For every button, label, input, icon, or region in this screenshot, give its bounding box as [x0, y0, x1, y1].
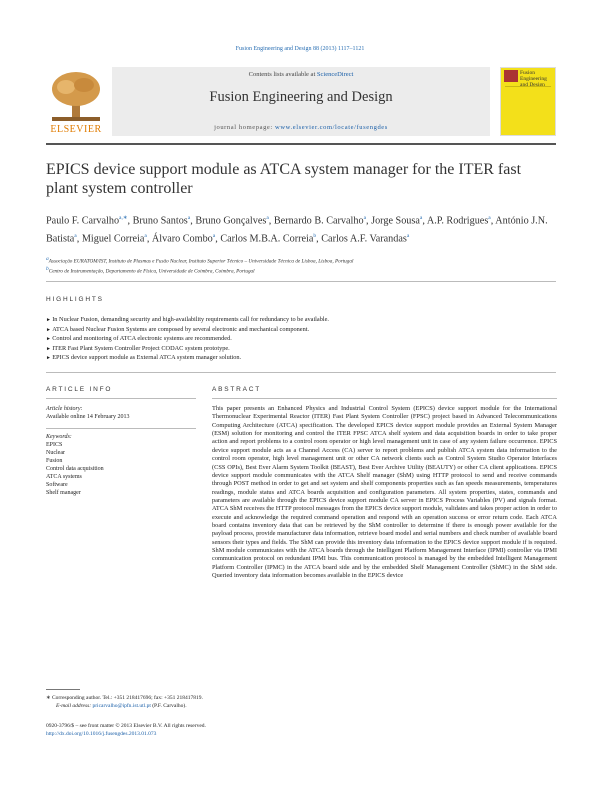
bullet-arrow-icon: ►	[46, 356, 53, 361]
highlight-text: ITER Fast Plant System Controller Project CODAC system prototype.	[52, 344, 230, 352]
abstract-heading: ABSTRACT	[212, 386, 262, 393]
author-separator: ,	[268, 215, 274, 227]
highlights-list	[46, 316, 556, 364]
contents-line: Contents lists available at ScienceDirect	[248, 71, 354, 78]
highlights-heading: HIGHLIGHTS	[46, 296, 104, 303]
author-name: Bruno Santos	[132, 215, 188, 227]
article-info-heading: ARTICLE INFO	[46, 386, 113, 393]
affiliation-marker: a	[46, 256, 49, 262]
author-separator: ,	[490, 215, 496, 227]
author-separator: ,	[146, 233, 152, 245]
author-affiliation-marker[interactable]: a	[419, 215, 423, 221]
doi-link[interactable]: http://dx.doi.org/10.1016/j.fusengdes.2013.01.073	[46, 731, 157, 737]
article-history	[46, 405, 196, 421]
journal-cover-image	[500, 67, 556, 136]
journal-masthead	[46, 67, 556, 140]
author-name: A.P. Rodrigues	[426, 215, 489, 227]
tree-logo-icon	[46, 67, 106, 123]
bullet-arrow-icon: ►	[46, 327, 53, 333]
highlight-item	[46, 345, 556, 355]
keyword-item: ATCA systems	[46, 474, 82, 480]
identifiers	[46, 722, 446, 738]
keywords-list	[46, 441, 196, 497]
author-name: Paulo F. Carvalho	[46, 215, 120, 227]
highlight-item	[46, 354, 556, 364]
affiliation-marker: b	[46, 266, 49, 273]
journal-citation[interactable]: Fusion Engineering and Design 88 (2013) 1117–1121	[235, 46, 365, 52]
history-label: Article history:	[46, 406, 83, 412]
info-divider	[46, 398, 196, 399]
journal-title: Fusion Engineering and Design	[209, 89, 393, 105]
cover-emblem-icon	[504, 70, 518, 82]
cover-title-line: and Design	[520, 82, 545, 88]
journal-homepage: journal homepage: www.elsevier.com/locate/fusengdes	[214, 124, 388, 131]
author-affiliation-marker[interactable]: a	[406, 232, 410, 239]
homepage-link[interactable]: www.elsevier.com/locate/fusengdes	[275, 124, 388, 131]
author-name: Carlos A.F. Varandas	[321, 233, 407, 245]
section-divider	[46, 372, 556, 373]
author-separator: ,	[366, 215, 372, 227]
publisher-name: ELSEVIER	[50, 124, 102, 135]
author-name: Carlos M.B.A. Correia	[220, 233, 314, 245]
keyword-item: EPICS	[46, 442, 63, 448]
info-divider	[46, 428, 196, 429]
highlight-text: ATCA based Nuclear Fusion Systems are composed by several electronic and mechanical component.	[52, 325, 310, 333]
article-title: EPICS device support module as ATCA system manager for the ITER fast plant system controller	[46, 161, 522, 197]
author-name: Bernardo B. Carvalho	[273, 215, 364, 227]
masthead-divider	[46, 143, 556, 145]
sciencedirect-link[interactable]: ScienceDirect	[316, 71, 354, 78]
email-link[interactable]: pricarvalho@ipfn.ist.utl.pt	[92, 703, 151, 709]
highlight-text: In Nuclear Fusion, demanding security and high-availability requirements call for redundancy to be available.	[52, 316, 329, 323]
author-separator: ,	[190, 215, 196, 227]
keyword-item: Nuclear	[46, 450, 65, 456]
keyword-item: Control data acquisition	[46, 466, 104, 472]
author-affiliation-marker[interactable]: a	[144, 232, 147, 239]
author-affiliation-marker[interactable]: a	[74, 232, 77, 239]
history-value: Available online 14 February 2013	[46, 414, 130, 420]
author-affiliation-marker[interactable]: a	[488, 215, 491, 221]
author-name: Miguel Correia	[81, 233, 145, 245]
footnote-rule	[46, 689, 80, 690]
author-affiliation-marker[interactable]: a	[266, 215, 269, 221]
footnote	[46, 694, 446, 710]
author-list	[46, 211, 556, 247]
author-affiliation-marker[interactable]: a	[363, 215, 367, 221]
affiliation-line	[46, 266, 556, 276]
abstract-text: This paper presents an Enhanced Physics and Industrial Control System (EPICS) device support module for the International Thermonuclear Experimental Reactor (ITER) Fast Plant System Controller (FPSC) project based in Advanced Telecommunications Computing Architecture (ATCA) specification. The developed EPICS device support module provides an External System Manager (ESM) solution for monitoring and control the ITER FPSC ATCA shelf system and data acquisition boards in order to take proper action and report problems to a control room operator or high level management unit in case of any system failure occurrence. EPICS device support module acts as a Channel Access (CA) server to report problems and publish ATCA system data information to the control room operator, high level management unit or other CA network clients such as Control System Studio Operator Interfaces (CSS OPIs), Best Ever Alarm System Toolkit (BEAST), Best Ever Archive Utility (BEAUTY) or other CA client applications. EPICS device support module communicates with the ATCA Shelf manager (ShM) using HTTP protocol to send and receive commands through POST method in order to get and set system and shelf components properties such as fan speeds measurements, temperatures readings, module status and ATCA boards acquisition and configuration parameters. All system properties, states, commands and parameters are available through the EPICS device support module CA server in EPICS Process Variables (PV) and signals format. ATCA ShM receives the HTTP protocol messages from the EPICS device support module, validates and takes proper action in order to execute and acknowledge the required command operation and respond with an operation success or error return code. Each ATCA board contains inventory data that can be retrieved by the ShM controller to determine if there is enough power available for the payload process, provide manufacturer data information, retrieve board model and serial numbers and check number of available board sensors their types and fields. The ShM can provide this inventory data information to the EPICS device support module if is required. ShM module communicates with the ATCA boards through the Intelligent Platform Management Interface (IPMI) controller via IPMI communication protocol on redundant IPMI bus. This communication protocol is managed by the embedded Intelligent Management Platform Controller (IPMC) in the ATCA board side and by the embedded Shelf Management Controller (ShMC) in the ShM side. Queried inventory data information becomes available in the EPICS device	[212, 405, 557, 580]
keyword-item: Software	[46, 482, 68, 488]
bullet-arrow-icon: ►	[46, 318, 53, 323]
keywords-block	[46, 433, 196, 497]
email-line: E-mail address: pricarvalho@ipfn.ist.utl.pt (P.F. Carvalho).	[56, 703, 187, 709]
highlight-item	[46, 326, 556, 336]
elsevier-logo	[46, 67, 106, 136]
abstract-divider	[212, 398, 557, 399]
journal-banner	[112, 67, 490, 136]
corresponding-author: ∗ Corresponding author. Tel.: +351 218417696; fax: +351 218417819.	[46, 695, 203, 701]
issn-line: 0920-3796/$ – see front matter © 2013 Elsevier B.V. All rights reserved.	[46, 723, 206, 729]
bullet-arrow-icon: ►	[46, 337, 53, 342]
keyword-item: Fusion	[46, 458, 63, 464]
highlight-text: Control and monitoring of ATCA electronic systems are recommended.	[52, 335, 232, 342]
affiliation-line	[46, 256, 556, 266]
cover-title-line: Fusion Engineering	[520, 70, 547, 82]
keyword-item: Shelf manager	[46, 490, 81, 496]
highlight-item	[46, 316, 556, 326]
keywords-label: Keywords:	[46, 434, 72, 440]
affiliations	[46, 256, 556, 276]
highlight-text: EPICS device support module as External ATCA system manager solution.	[52, 354, 242, 361]
highlight-item	[46, 335, 556, 345]
author-affiliation-marker[interactable]: a	[187, 215, 191, 221]
author-name: António J.N. Batista	[46, 215, 548, 245]
author-name: Bruno Gonçalves	[195, 215, 267, 227]
author-affiliation-marker[interactable]: a,∗	[119, 215, 128, 221]
bullet-arrow-icon: ►	[46, 346, 53, 352]
affiliation-text: Associação EURATOM/IST, Instituto de Plasmas e Fusão Nuclear, Instituto Superior Técnico – Universidade Técnica de Lisboa, Lisboa, Portugal	[48, 258, 354, 265]
author-affiliation-marker[interactable]: b	[313, 232, 317, 239]
section-divider	[46, 281, 556, 282]
author-separator: ,	[127, 215, 133, 227]
author-separator: ,	[76, 233, 82, 245]
affiliation-text: Centro de Instrumentação, Departamento de Física, Universidade de Coimbra, Coimbra, Portugal	[48, 268, 255, 275]
author-name: Álvaro Combo	[151, 233, 213, 245]
author-separator: ,	[215, 233, 221, 245]
author-name: Jorge Sousa	[371, 215, 420, 227]
author-separator: ,	[316, 233, 322, 245]
author-affiliation-marker[interactable]: a	[212, 232, 216, 239]
author-separator: ,	[422, 215, 427, 227]
